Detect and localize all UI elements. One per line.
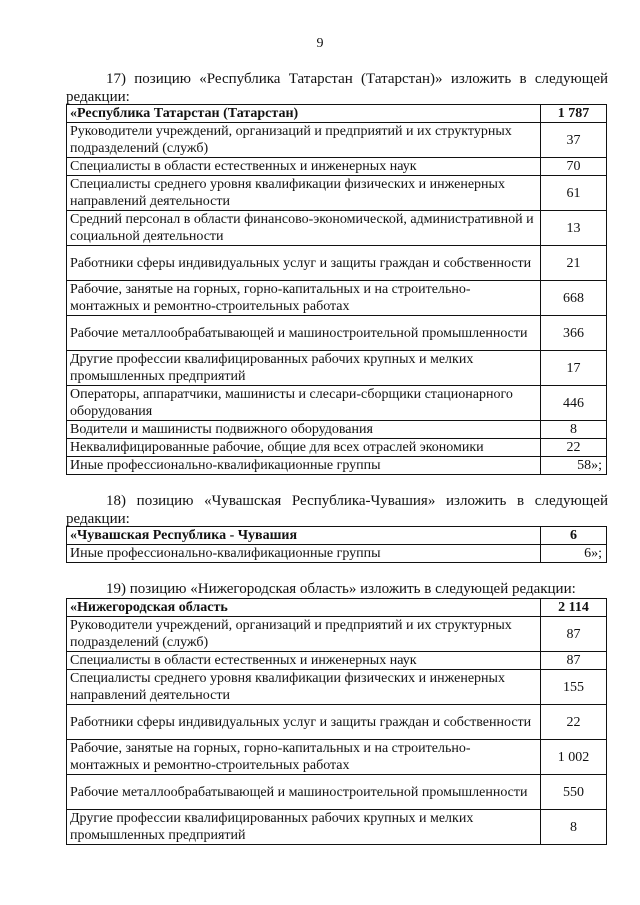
row-value: 668 (541, 281, 607, 316)
row-value: 6»; (541, 545, 607, 563)
table-row (67, 652, 607, 670)
row-value: 366 (541, 316, 607, 351)
region-name: «Чувашская Республика - Чувашия (67, 527, 541, 545)
table-row (67, 246, 607, 281)
row-value: 155 (541, 670, 607, 705)
table-row (67, 439, 607, 457)
table-row (67, 705, 607, 740)
table-row (67, 775, 607, 810)
table-row (67, 810, 607, 845)
row-value: 8 (541, 421, 607, 439)
section-intro (66, 70, 608, 106)
section-intro-text: 17) позицию «Республика Татарстан (Татарстан)» изложить в следующей редакции: (66, 71, 608, 105)
section-intro-text: 19) позицию «Нижегородская область» изложить в следующей редакции: (106, 581, 576, 597)
table-row (67, 545, 607, 563)
region-total: 2 114 (541, 599, 607, 617)
region-name: «Республика Татарстан (Татарстан) (67, 105, 541, 123)
table-row (67, 281, 607, 316)
table-row (67, 740, 607, 775)
row-name: Другие профессии квалифицированных рабочих крупных и мелких промышленных предприятий (67, 810, 541, 845)
table-header-row (67, 105, 607, 123)
row-name: Специалисты в области естественных и инженерных наук (67, 158, 541, 176)
row-value: 550 (541, 775, 607, 810)
row-name: Рабочие металлообрабатывающей и машиностроительной промышленности (67, 775, 541, 810)
row-value: 17 (541, 351, 607, 386)
table-row (67, 421, 607, 439)
row-name: Иные профессионально-квалификационные группы (67, 457, 541, 475)
region-total: 1 787 (541, 105, 607, 123)
table-row (67, 670, 607, 705)
section-intro (66, 580, 608, 598)
row-value: 87 (541, 652, 607, 670)
row-value: 87 (541, 617, 607, 652)
row-name: Неквалифицированные рабочие, общие для всех отраслей экономики (67, 439, 541, 457)
row-name: Водители и машинисты подвижного оборудования (67, 421, 541, 439)
row-value: 58»; (541, 457, 607, 475)
region-total: 6 (541, 527, 607, 545)
row-name: Рабочие металлообрабатывающей и машиностроительной промышленности (67, 316, 541, 351)
table-header-row (67, 599, 607, 617)
row-value: 446 (541, 386, 607, 421)
row-value: 22 (541, 705, 607, 740)
section-intro-text: 18) позицию «Чувашская Республика-Чувашия» изложить в следующей редакции: (66, 493, 608, 527)
row-name: Специалисты среднего уровня квалификации физических и инженерных направлений деятельности (67, 176, 541, 211)
row-value: 70 (541, 158, 607, 176)
row-value: 37 (541, 123, 607, 158)
row-name: Средний персонал в области финансово-экономической, административной и социальной деятельности (67, 211, 541, 246)
row-name: Рабочие, занятые на горных, горно-капитальных и на строительно-монтажных и ремонтно-строительных работах (67, 740, 541, 775)
row-name: Руководители учреждений, организаций и предприятий и их структурных подразделений (служб) (67, 123, 541, 158)
table-row (67, 158, 607, 176)
position-table (66, 526, 607, 563)
row-name: Работники сферы индивидуальных услуг и защиты граждан и собственности (67, 705, 541, 740)
table-row (67, 316, 607, 351)
position-table (66, 598, 607, 845)
page-number: 9 (316, 36, 324, 51)
table-row (67, 457, 607, 475)
row-value: 13 (541, 211, 607, 246)
row-name: Другие профессии квалифицированных рабочих крупных и мелких промышленных предприятий (67, 351, 541, 386)
row-value: 8 (541, 810, 607, 845)
row-name: Специалисты в области естественных и инженерных наук (67, 652, 541, 670)
row-name: Рабочие, занятые на горных, горно-капитальных и на строительно-монтажных и ремонтно-строительных работах (67, 281, 541, 316)
table-row (67, 176, 607, 211)
table-row (67, 617, 607, 652)
row-name: Работники сферы индивидуальных услуг и защиты граждан и собственности (67, 246, 541, 281)
row-value: 21 (541, 246, 607, 281)
row-name: Специалисты среднего уровня квалификации физических и инженерных направлений деятельности (67, 670, 541, 705)
section-intro (66, 492, 608, 528)
row-value: 1 002 (541, 740, 607, 775)
table-row (67, 386, 607, 421)
table-row (67, 123, 607, 158)
table-row (67, 211, 607, 246)
position-table (66, 104, 607, 475)
row-name: Операторы, аппаратчики, машинисты и слесари-сборщики стационарного оборудования (67, 386, 541, 421)
row-name: Иные профессионально-квалификационные группы (67, 545, 541, 563)
row-name: Руководители учреждений, организаций и предприятий и их структурных подразделений (служб) (67, 617, 541, 652)
row-value: 61 (541, 176, 607, 211)
table-row (67, 351, 607, 386)
row-value: 22 (541, 439, 607, 457)
region-name: «Нижегородская область (67, 599, 541, 617)
table-header-row (67, 527, 607, 545)
